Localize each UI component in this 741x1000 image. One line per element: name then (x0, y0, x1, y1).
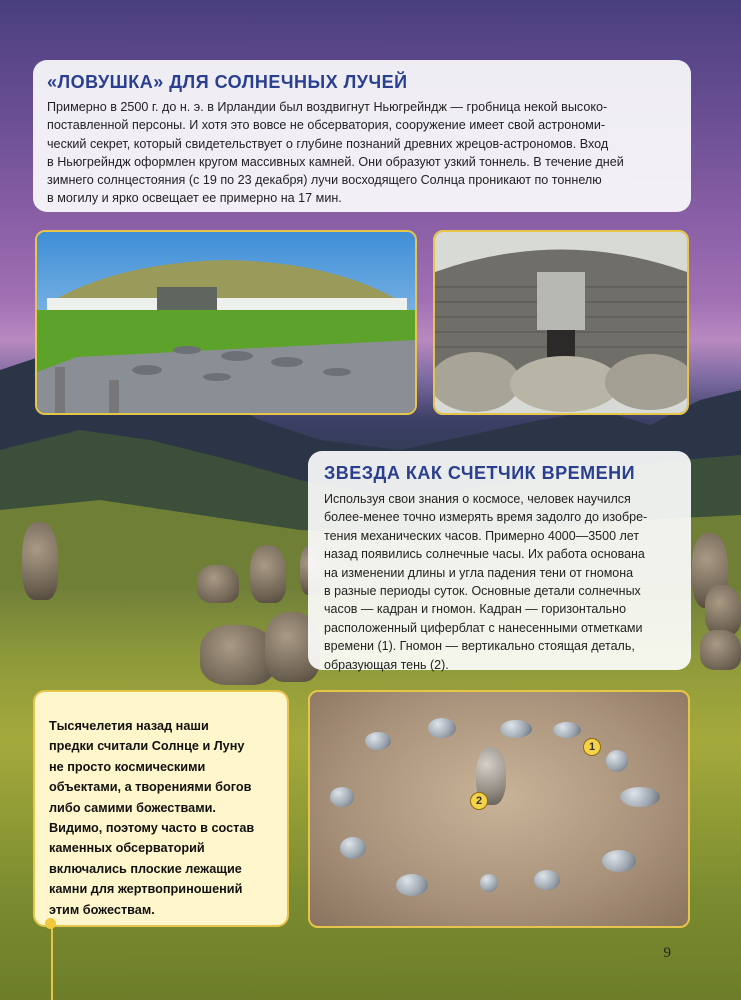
text-line: времени (1). Гномон — вертикально стоящая деталь, (324, 639, 635, 654)
text-line: расположенный циферблат с нанесенными отметками (324, 620, 643, 635)
text-line: поставленной персоны. И хотя это вовсе не обсерватория, сооружение имеет свой астрономи- (47, 118, 606, 133)
marker-2: 2 (470, 792, 488, 810)
text-line: более-менее точно измерять время задолго до изобре- (324, 510, 648, 525)
text-line: каменных обсерваторий (49, 841, 205, 856)
text-line: назад появились солнечные часы. Их работа основана (324, 547, 645, 562)
newgrange-paragraph (47, 98, 677, 208)
sundial-photo (308, 690, 690, 928)
sundial-text-panel (308, 451, 691, 670)
text-line: зимнего солнцестояния (с 19 по 23 декабря) лучи восходящего Солнца проникают по тоннелю (47, 173, 602, 188)
page-number: 9 (663, 945, 671, 961)
text-line: тения механических часов. Примерно 4000—3500 лет (324, 528, 640, 543)
text-line: Тысячелетия назад наши (49, 719, 209, 733)
marker-1: 1 (583, 738, 601, 756)
dial-stone (500, 720, 532, 738)
decorative-line (51, 924, 53, 1000)
note-box (33, 690, 289, 927)
dial-stone (365, 732, 391, 750)
dial-stone (620, 787, 660, 807)
section-title-sundial: ЗВЕЗДА КАК СЧЕТЧИК ВРЕМЕНИ (324, 463, 636, 483)
text-line: в могилу и ярко освещает ее примерно на 17 мин. (47, 191, 342, 206)
text-line: камни для жертвоприношений (49, 882, 243, 897)
newgrange-text-panel (33, 60, 691, 212)
text-line: образующая тень (2). (324, 657, 449, 672)
standing-stone (197, 565, 239, 603)
dial-stone (553, 722, 581, 738)
text-line: включались плоские лежащие (49, 861, 242, 876)
text-line: в Ньюгрейндж оформлен кругом массивных камней. Они образуют узкий тоннель. В течение дней (47, 154, 624, 169)
text-line: часов — кадран и гномон. Кадран — горизонтально (324, 602, 627, 617)
dial-stone (602, 850, 636, 872)
dial-stone (534, 870, 560, 890)
standing-stone (200, 625, 275, 685)
newgrange-entrance-photo (433, 230, 689, 415)
note-paragraph (49, 716, 273, 920)
dial-stone (330, 787, 354, 807)
text-line: Видимо, поэтому часто в состав (49, 821, 255, 836)
text-line: ческий секрет, который свидетельствует о глубине познаний древних жрецов-астрономов. Вход (47, 136, 609, 151)
text-line: либо самими божествами. (49, 800, 216, 815)
standing-stone (705, 585, 741, 635)
standing-stone (700, 630, 741, 670)
sundial-paragraph (324, 490, 679, 674)
dial-stone (428, 718, 456, 738)
text-line: этим божествам. (49, 902, 155, 917)
dial-stone (480, 874, 498, 892)
dial-stone (606, 750, 628, 772)
newgrange-mound-photo (35, 230, 417, 415)
text-line: на изменении длины и угла падения тени от гномона (324, 565, 634, 580)
text-line: Используя свои знания о космосе, человек научился (324, 492, 631, 506)
section-title-newgrange: «ЛОВУШКА» ДЛЯ СОЛНЕЧНЫХ ЛУЧЕЙ (47, 72, 408, 92)
dial-stone (396, 874, 428, 896)
decorative-dot (45, 918, 56, 929)
text-line: в разные периоды суток. Основные детали солнечных (324, 584, 641, 599)
standing-stone (250, 545, 286, 603)
text-line: Примерно в 2500 г. до н. э. в Ирландии был воздвигнут Ньюгрейндж — гробница некой высоко- (47, 100, 608, 114)
standing-stone (22, 522, 58, 600)
text-line: объектами, а творениями богов (49, 780, 252, 795)
text-line: предки считали Солнце и Луну (49, 739, 245, 754)
text-line: не просто космическими (49, 759, 206, 774)
dial-stone (340, 837, 366, 859)
